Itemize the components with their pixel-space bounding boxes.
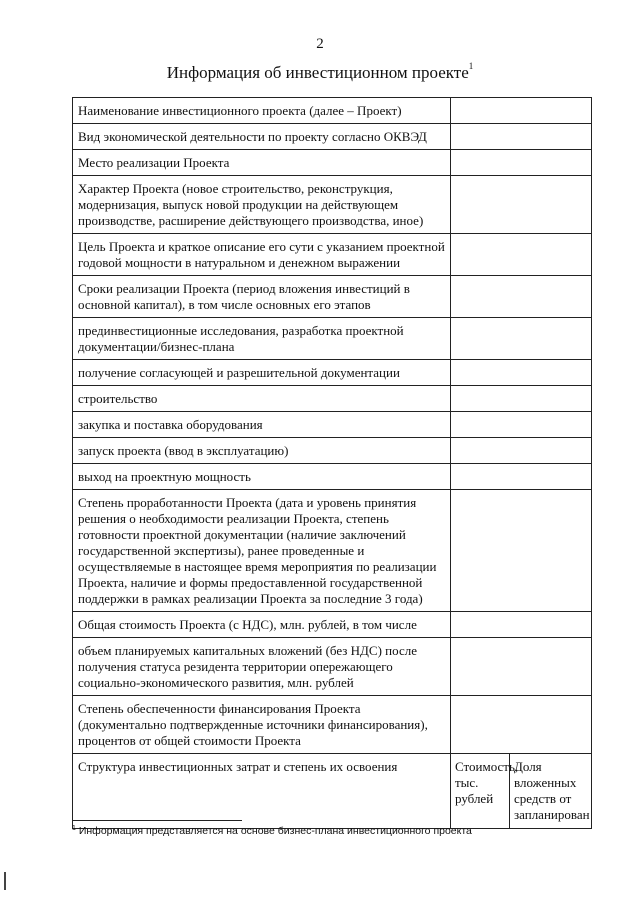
table-row (73, 234, 592, 276)
row-label: Характер Проекта (новое строительство, реконструкция, модернизация, выпуск новой продукции на действующем производстве, расширение действующего производства, иное) (73, 176, 451, 234)
table-row (73, 176, 592, 234)
table-row (73, 98, 592, 124)
footnote (72, 825, 472, 837)
row-label: Место реализации Проекта (73, 150, 451, 176)
table-row (73, 438, 592, 464)
row-label: получение согласующей и разрешительной документации (73, 360, 451, 386)
row-label: Общая стоимость Проекта (с НДС), млн. рублей, в том числе (73, 612, 451, 638)
page-number: 2 (316, 36, 324, 52)
table-row (73, 464, 592, 490)
row-value-cell[interactable] (451, 360, 592, 386)
row-value-cell[interactable] (451, 318, 592, 360)
row-value-cell[interactable] (451, 438, 592, 464)
row-value-cell[interactable] (451, 490, 592, 612)
table-row-investment-structure (73, 754, 592, 829)
page-title (0, 63, 640, 83)
row-label: объем планируемых капитальных вложений (без НДС) после получения статуса резидента территории опережающего социально-экономического развития, млн. рублей (73, 638, 451, 696)
split-value-cell (451, 754, 592, 829)
cost-column-header: Стоимость, тыс. рублей (451, 754, 510, 828)
footnote-marker: 1 (72, 825, 76, 832)
row-value-cell[interactable] (451, 412, 592, 438)
row-label: Степень проработанности Проекта (дата и уровень принятия решения о необходимости реализации Проекта, степень готовности проектной документации (наличие заключений государственной экспертизы), ранее проведенные и осуществляемые в настоящее время мероприятия по реализации Проекта, наличие и формы предоставленной государственной поддержки в рамках реализации Проекта за последние 3 года) (73, 490, 451, 612)
footnote-text: Информация представляется на основе бизнес-плана инвестиционного проекта (78, 825, 472, 837)
table-row (73, 412, 592, 438)
row-label: Степень обеспеченности финансирования Проекта (документально подтвержденные источники финансирования), процентов от общей стоимости Проекта (73, 696, 451, 754)
row-label: строительство (73, 386, 451, 412)
table-row (73, 638, 592, 696)
table-row (73, 386, 592, 412)
table-row (73, 696, 592, 754)
row-label: запуск проекта (ввод в эксплуатацию) (73, 438, 451, 464)
scan-artifact-mark (4, 872, 6, 890)
share-column-header: Доля вложенных средств от запланирован (514, 759, 590, 822)
row-value-cell[interactable] (451, 276, 592, 318)
table-row (73, 490, 592, 612)
row-value-cell[interactable] (451, 386, 592, 412)
table-row (73, 318, 592, 360)
row-label: закупка и поставка оборудования (73, 412, 451, 438)
row-value-cell[interactable] (451, 612, 592, 638)
title-footnote-ref: 1 (468, 61, 474, 71)
row-label: Сроки реализации Проекта (период вложения инвестиций в основной капитал), в том числе основных его этапов (73, 276, 451, 318)
table-row (73, 150, 592, 176)
title-text: Информация об инвестиционном проекте (166, 63, 469, 82)
table-row (73, 124, 592, 150)
table-row (73, 276, 592, 318)
row-value-cell[interactable] (451, 234, 592, 276)
row-label: прединвестиционные исследования, разработка проектной документации/бизнес-плана (73, 318, 451, 360)
row-value-cell[interactable] (451, 150, 592, 176)
row-value-cell[interactable] (451, 124, 592, 150)
row-value-cell[interactable] (451, 696, 592, 754)
row-label: Вид экономической деятельности по проекту согласно ОКВЭД (73, 124, 451, 150)
table-row (73, 612, 592, 638)
row-label: Структура инвестиционных затрат и степень их освоения (73, 754, 451, 829)
row-value-cell[interactable] (451, 98, 592, 124)
table-body (73, 98, 592, 829)
footnote-divider (72, 820, 242, 821)
row-value-cell[interactable] (451, 176, 592, 234)
row-value-cell[interactable] (451, 464, 592, 490)
row-label: Цель Проекта и краткое описание его сути с указанием проектной годовой мощности в натуральном и денежном выражении (73, 234, 451, 276)
table-row (73, 360, 592, 386)
row-label: Наименование инвестиционного проекта (далее – Проект) (73, 98, 451, 124)
row-label: выход на проектную мощность (73, 464, 451, 490)
project-info-table (72, 97, 592, 829)
row-value-cell[interactable] (451, 638, 592, 696)
split-columns (451, 754, 591, 828)
